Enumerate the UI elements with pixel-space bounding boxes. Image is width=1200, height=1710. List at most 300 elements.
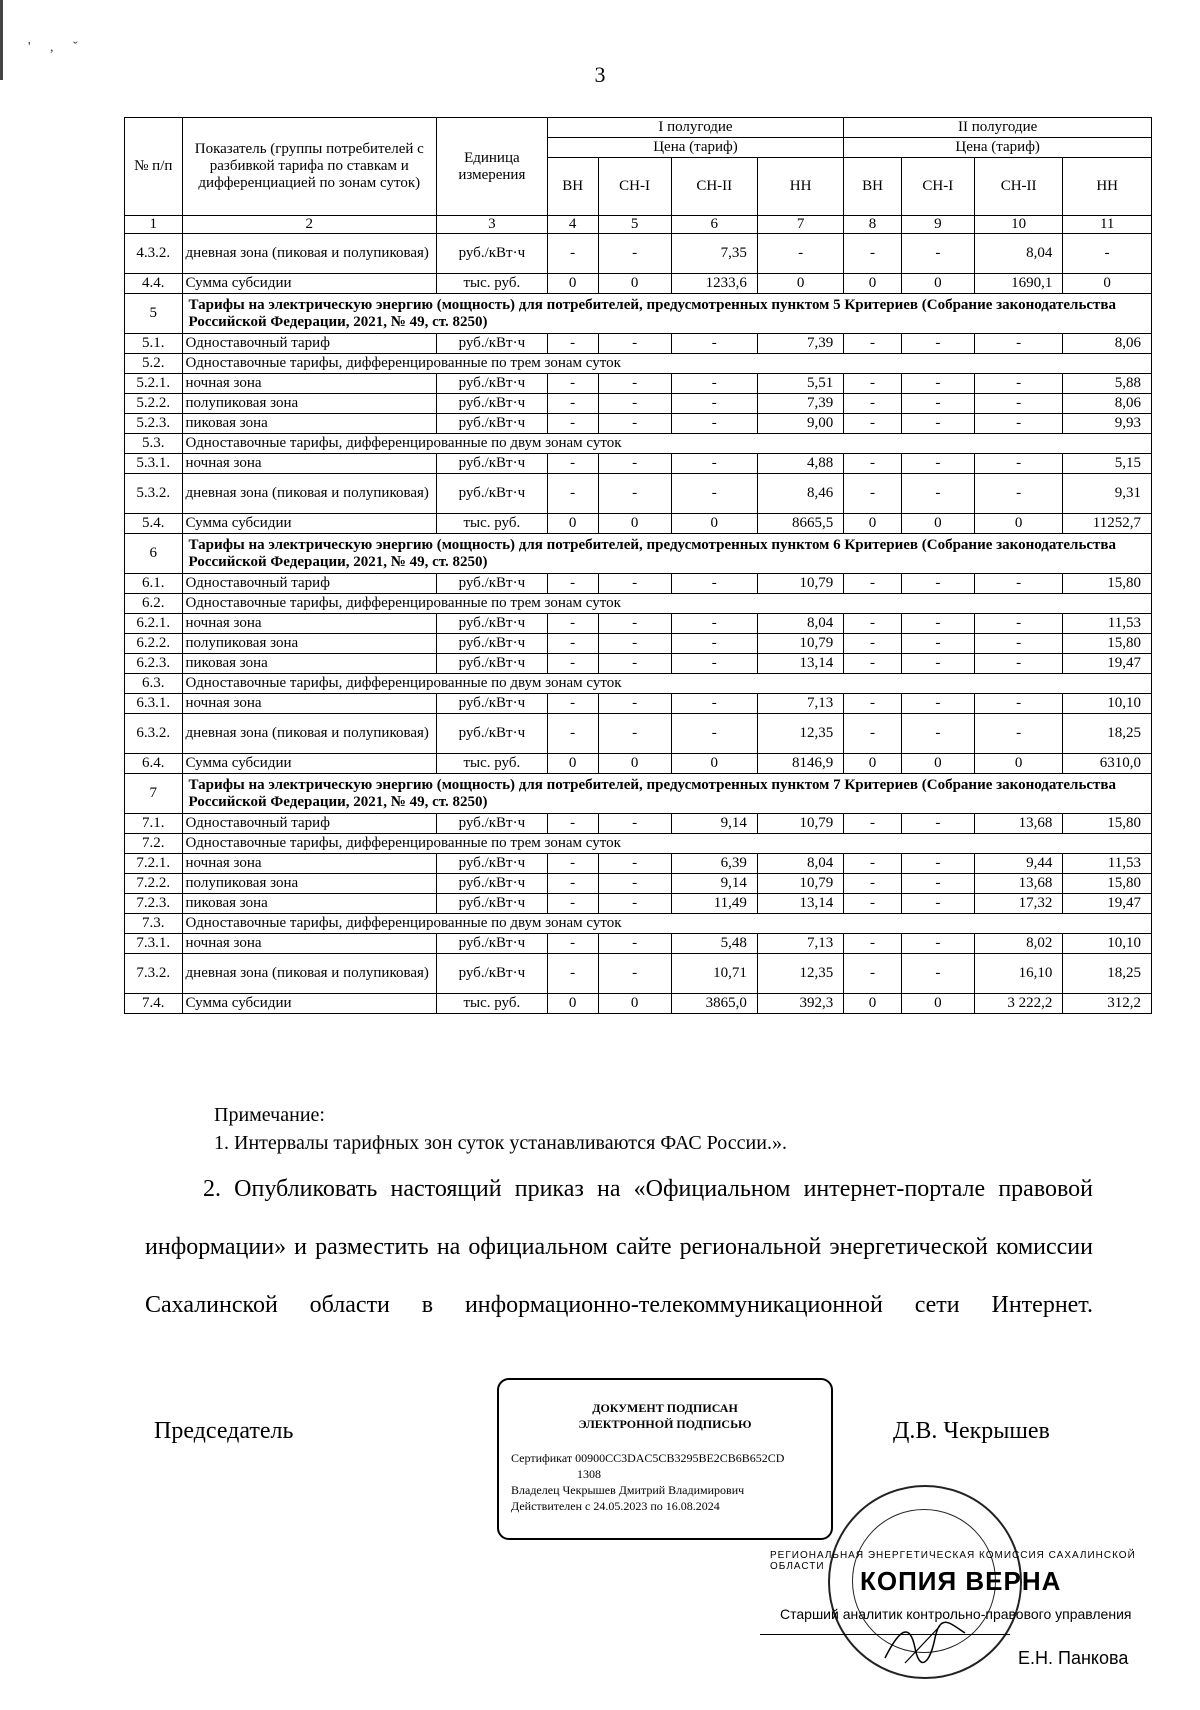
tariff-value: 0 [1063,274,1152,294]
tariff-value: 10,79 [757,874,843,894]
tariff-value: - [844,334,902,354]
tariff-value: - [547,374,598,394]
row-unit: руб./кВт·ч [437,714,548,754]
row-number: 5.3. [125,434,183,454]
tariff-value: - [844,954,902,994]
table-row [125,854,1152,874]
tariff-value: - [844,694,902,714]
tariff-value: - [901,814,974,834]
row-unit: тыс. руб. [437,994,548,1014]
tariff-value: 0 [901,514,974,534]
tariff-value: - [547,694,598,714]
tariff-value: 0 [547,514,598,534]
row-indicator: ночная зона [182,854,437,874]
tariff-value: 0 [671,514,757,534]
tariff-value: - [598,854,671,874]
row-unit: руб./кВт·ч [437,874,548,894]
row-unit: руб./кВт·ч [437,894,548,914]
section-title: Тарифы на электрическую энергию (мощность) для потребителей, предусмотренных пунктом 6 Критериев (Собрание законодательства Российской Федерации, 2021, № 49, ст. 8250) [182,534,1151,574]
row-unit: руб./кВт·ч [437,234,548,274]
header-col: СН-II [671,158,757,216]
tariff-value: - [671,394,757,414]
signer-name: Д.В. Чекрышев [893,1418,1050,1444]
tariff-value: - [901,954,974,994]
table-row [125,614,1152,634]
col-number: 7 [757,216,843,234]
tariff-value: - [547,614,598,634]
tariff-value: - [974,714,1063,754]
tariff-value: - [671,414,757,434]
tariff-value: 5,51 [757,374,843,394]
tariff-value: 0 [901,754,974,774]
handwritten-signature [880,1618,970,1668]
tariff-value: 0 [598,274,671,294]
tariff-value: 3865,0 [671,994,757,1014]
tariff-value: - [598,714,671,754]
header-col: СН-I [901,158,974,216]
row-unit: руб./кВт·ч [437,814,548,834]
table-row [125,514,1152,534]
table-row [125,814,1152,834]
tariff-value: - [844,614,902,634]
tariff-value: 3 222,2 [974,994,1063,1014]
tariff-value: 10,79 [757,574,843,594]
scan-marks: ' , ˇ [28,40,86,55]
tariff-value: - [547,634,598,654]
row-number: 5.2. [125,354,183,374]
table-row [125,894,1152,914]
row-number: 7.4. [125,994,183,1014]
tariff-value: 10,10 [1063,934,1152,954]
tariff-value: - [844,374,902,394]
tariff-value: 9,00 [757,414,843,434]
tariff-value: 8,04 [974,234,1063,274]
tariff-value: 15,80 [1063,634,1152,654]
row-number: 7.2.2. [125,874,183,894]
tariff-value: 10,10 [1063,694,1152,714]
row-indicator: Сумма субсидии [182,754,437,774]
tariff-value: - [844,454,902,474]
tariff-value: - [901,334,974,354]
col-number: 10 [974,216,1063,234]
row-unit: руб./кВт·ч [437,374,548,394]
tariff-value: 0 [974,754,1063,774]
tariff-value: 8,06 [1063,394,1152,414]
tariff-value: 0 [598,994,671,1014]
tariff-value: - [671,374,757,394]
table-row [125,234,1152,274]
table-row [125,914,1152,934]
tariff-value: - [671,634,757,654]
tariff-value: 8,04 [757,614,843,634]
tariff-value: - [547,454,598,474]
tariff-value: 7,39 [757,394,843,414]
tariff-value: - [844,874,902,894]
table-row [125,294,1152,334]
subsection-title: Одноставочные тарифы, дифференцированные по трем зонам суток [182,354,1151,374]
table-row [125,834,1152,854]
tariff-value: 0 [598,514,671,534]
header-num: № п/п [125,118,183,216]
tariff-value: - [671,694,757,714]
header-col: НН [1063,158,1152,216]
tariff-value: - [901,234,974,274]
row-unit: руб./кВт·ч [437,954,548,994]
row-unit: руб./кВт·ч [437,474,548,514]
tariff-value: 12,35 [757,714,843,754]
publication-text: 2. Опубликовать настоящий приказ на «Официальном интернет-портале правовой информации» и разместить на официальном сайте региональной энергетической комиссии Сахалинской области в информационно-телекоммуникационной сети Интернет. [145,1176,1093,1318]
table-row [125,434,1152,454]
tariff-value: - [547,814,598,834]
row-indicator: Сумма субсидии [182,274,437,294]
row-number: 5.1. [125,334,183,354]
header-half1: I полугодие [547,118,844,138]
table-row [125,774,1152,814]
tariff-value: 0 [974,514,1063,534]
e-signature-stamp [497,1378,833,1540]
tariff-value: 8,04 [757,854,843,874]
row-indicator: пиковая зона [182,654,437,674]
tariff-value: - [671,614,757,634]
row-unit: руб./кВт·ч [437,634,548,654]
table-row [125,274,1152,294]
tariff-value: 18,25 [1063,714,1152,754]
stamp-owner: Владелец Чекрышев Дмитрий Владимирович [511,1483,745,1497]
table-row [125,954,1152,994]
tariff-value: - [901,714,974,754]
col-number: 6 [671,216,757,234]
tariff-value: 11,53 [1063,614,1152,634]
tariff-value: 11252,7 [1063,514,1152,534]
tariff-value: - [901,454,974,474]
header-col: ВН [547,158,598,216]
tariff-value: - [547,894,598,914]
tariff-value: 8,02 [974,934,1063,954]
row-number: 6.3.1. [125,694,183,714]
row-unit: тыс. руб. [437,514,548,534]
tariff-value: 1690,1 [974,274,1063,294]
tariff-value: 6,39 [671,854,757,874]
tariff-value: - [547,414,598,434]
tariff-value: - [671,474,757,514]
tariff-value: - [598,614,671,634]
copy-org-line: РЕГИОНАЛЬНАЯ ЭНЕРГЕТИЧЕСКАЯ КОМИССИЯ САХАЛИНСКОЙ ОБЛАСТИ [770,1550,1136,1572]
tariff-value: - [598,234,671,274]
tariff-value: - [974,634,1063,654]
tariff-value: 0 [547,754,598,774]
col-number: 1 [125,216,183,234]
copy-role: Старший аналитик контрольно-правового управления [780,1606,1132,1622]
row-indicator: Сумма субсидии [182,514,437,534]
tariff-value: 11,49 [671,894,757,914]
table-row [125,714,1152,754]
tariff-value: - [974,474,1063,514]
row-indicator: ночная зона [182,614,437,634]
tariff-value: - [974,414,1063,434]
row-number: 5.2.2. [125,394,183,414]
tariff-value: - [974,654,1063,674]
tariff-value: - [671,574,757,594]
tariff-value: - [974,394,1063,414]
row-number: 4.4. [125,274,183,294]
tariff-value: - [974,574,1063,594]
row-number: 7.2.1. [125,854,183,874]
tariff-value: - [757,234,843,274]
row-number: 7.3.2. [125,954,183,994]
row-number: 6.2. [125,594,183,614]
table-row [125,334,1152,354]
row-unit: руб./кВт·ч [437,394,548,414]
subsection-title: Одноставочные тарифы, дифференцированные по двум зонам суток [182,434,1151,454]
section-number: 6 [125,534,183,574]
tariff-value: 8,06 [1063,334,1152,354]
tariff-value: 15,80 [1063,874,1152,894]
tariff-value: - [901,574,974,594]
row-indicator: пиковая зона [182,894,437,914]
tariff-value: 0 [547,994,598,1014]
tariff-value: - [598,934,671,954]
tariff-value: 17,32 [974,894,1063,914]
table-row [125,354,1152,374]
tariff-value: - [901,694,974,714]
row-indicator: полупиковая зона [182,874,437,894]
tariff-value: - [598,334,671,354]
row-indicator: ночная зона [182,934,437,954]
tariff-value: - [547,394,598,414]
table-row [125,454,1152,474]
tariff-value: - [598,454,671,474]
tariff-value: 6310,0 [1063,754,1152,774]
row-number: 5.3.2. [125,474,183,514]
section-number: 5 [125,294,183,334]
tariff-value: 19,47 [1063,894,1152,914]
tariff-value: - [598,574,671,594]
row-number: 6.4. [125,754,183,774]
table-row [125,874,1152,894]
row-indicator: дневная зона (пиковая и полупиковая) [182,474,437,514]
tariff-value: - [598,874,671,894]
tariff-value: 13,14 [757,894,843,914]
tariff-value: - [901,614,974,634]
row-indicator: Одноставочный тариф [182,334,437,354]
tariff-value: 7,13 [757,934,843,954]
tariff-value: - [547,854,598,874]
table-row [125,374,1152,394]
page-number: 3 [594,62,606,87]
header-price-2: Цена (тариф) [844,138,1152,158]
tariff-value: 15,80 [1063,814,1152,834]
tariff-value: 13,68 [974,814,1063,834]
tariff-value: 18,25 [1063,954,1152,994]
header-price-1: Цена (тариф) [547,138,844,158]
tariff-value: 13,68 [974,874,1063,894]
header-col: СН-I [598,158,671,216]
col-number: 4 [547,216,598,234]
tariff-value: - [901,934,974,954]
tariff-value: - [974,334,1063,354]
row-number: 7.2.3. [125,894,183,914]
tariff-value: 10,79 [757,814,843,834]
row-number: 5.2.1. [125,374,183,394]
row-number: 7.3.1. [125,934,183,954]
tariff-value: 19,47 [1063,654,1152,674]
subsection-title: Одноставочные тарифы, дифференцированные по двум зонам суток [182,914,1151,934]
tariff-value: 9,44 [974,854,1063,874]
tariff-value: 0 [547,274,598,294]
tariff-value: 392,3 [757,994,843,1014]
stamp-certificate: Сертификат 00900CC3DAC5CB3295BE2CB6B652CD [511,1451,785,1465]
tariff-value: - [671,654,757,674]
tariff-value: 5,15 [1063,454,1152,474]
tariff-table [124,117,1152,1014]
table-row [125,674,1152,694]
tariff-value: - [547,934,598,954]
header-unit: Единица измерения [437,118,548,216]
row-unit: руб./кВт·ч [437,574,548,594]
row-indicator: Одноставочный тариф [182,574,437,594]
tariff-value: - [547,714,598,754]
tariff-value: - [671,334,757,354]
row-number: 7.3. [125,914,183,934]
tariff-value: - [547,234,598,274]
note-item: 1. Интервалы тарифных зон суток устанавливаются ФАС России.». [214,1132,787,1154]
row-indicator: полупиковая зона [182,394,437,414]
stamp-valid: Действителен с 24.05.2023 по 16.08.2024 [511,1499,720,1513]
row-number: 4.3.2. [125,234,183,274]
subsection-title: Одноставочные тарифы, дифференцированные по двум зонам суток [182,674,1151,694]
copy-name: Е.Н. Панкова [1018,1648,1129,1668]
tariff-value: 10,71 [671,954,757,994]
row-number: 5.4. [125,514,183,534]
tariff-value: - [901,474,974,514]
header-half2: II полугодие [844,118,1152,138]
table-row [125,534,1152,574]
table-row [125,574,1152,594]
tariff-value: 10,79 [757,634,843,654]
tariff-value: 13,14 [757,654,843,674]
tariff-value: 0 [901,994,974,1014]
row-unit: руб./кВт·ч [437,694,548,714]
tariff-value: - [844,394,902,414]
row-number: 6.3. [125,674,183,694]
tariff-value: - [844,234,902,274]
tariff-value: 9,14 [671,814,757,834]
tariff-value: 15,80 [1063,574,1152,594]
tariff-value: - [598,954,671,994]
row-unit: руб./кВт·ч [437,934,548,954]
table-row [125,634,1152,654]
tariff-value: - [598,474,671,514]
col-number: 8 [844,216,902,234]
tariff-value: - [844,714,902,754]
row-number: 6.1. [125,574,183,594]
tariff-value: - [844,894,902,914]
tariff-value: 9,93 [1063,414,1152,434]
row-unit: руб./кВт·ч [437,614,548,634]
tariff-value: 9,31 [1063,474,1152,514]
row-indicator: дневная зона (пиковая и полупиковая) [182,234,437,274]
tariff-value: - [901,854,974,874]
tariff-value: - [844,814,902,834]
col-number: 2 [182,216,437,234]
tariff-value: - [547,334,598,354]
col-number: 5 [598,216,671,234]
stamp-title-line1: ДОКУМЕНТ ПОДПИСАН [592,1401,738,1415]
tariff-value: 7,13 [757,694,843,714]
tariff-value: - [901,874,974,894]
col-number: 9 [901,216,974,234]
subsection-title: Одноставочные тарифы, дифференцированные по трем зонам суток [182,594,1151,614]
tariff-value: 9,14 [671,874,757,894]
row-indicator: дневная зона (пиковая и полупиковая) [182,714,437,754]
table-row [125,754,1152,774]
tariff-value: - [671,454,757,474]
tariff-value: - [598,654,671,674]
tariff-value: - [901,654,974,674]
copy-title: КОПИЯ ВЕРНА [860,1566,1062,1596]
tariff-value: - [901,394,974,414]
row-number: 5.2.3. [125,414,183,434]
tariff-value: 0 [844,754,902,774]
tariff-value: 8146,9 [757,754,843,774]
tariff-value: 312,2 [1063,994,1152,1014]
tariff-value: 0 [598,754,671,774]
row-indicator: Одноставочный тариф [182,814,437,834]
tariff-value: 8665,5 [757,514,843,534]
tariff-value: 5,88 [1063,374,1152,394]
stamp-title-line2: ЭЛЕКТРОННОЙ ПОДПИСЬЮ [578,1417,752,1431]
row-indicator: ночная зона [182,374,437,394]
row-number: 5.3.1. [125,454,183,474]
tariff-value: 0 [671,754,757,774]
tariff-value: - [547,874,598,894]
row-number: 7.1. [125,814,183,834]
tariff-value: 0 [844,274,902,294]
tariff-value: - [844,414,902,434]
row-number: 6.3.2. [125,714,183,754]
tariff-value: 5,48 [671,934,757,954]
table-row [125,414,1152,434]
tariff-value: 0 [844,994,902,1014]
publication-paragraph [145,1160,1093,1334]
row-indicator: Сумма субсидии [182,994,437,1014]
table-row [125,394,1152,414]
table-row [125,694,1152,714]
tariff-value: - [844,474,902,514]
tariff-value: - [547,574,598,594]
tariff-value: 11,53 [1063,854,1152,874]
tariff-value: - [598,394,671,414]
tariff-value: - [671,714,757,754]
header-col: НН [757,158,843,216]
section-title: Тарифы на электрическую энергию (мощность) для потребителей, предусмотренных пунктом 5 Критериев (Собрание законодательства Российской Федерации, 2021, № 49, ст. 8250) [182,294,1151,334]
tariff-value: - [974,374,1063,394]
tariff-value: - [844,654,902,674]
tariff-value: - [901,634,974,654]
row-unit: тыс. руб. [437,754,548,774]
tariff-value: 7,35 [671,234,757,274]
tariff-value: - [844,934,902,954]
tariff-value: - [844,854,902,874]
row-unit: тыс. руб. [437,274,548,294]
tariff-value: 0 [844,514,902,534]
tariff-value: - [547,654,598,674]
tariff-value: - [844,574,902,594]
tariff-value: - [844,634,902,654]
tariff-value: - [974,614,1063,634]
row-indicator: ночная зона [182,454,437,474]
tariff-value: - [1063,234,1152,274]
